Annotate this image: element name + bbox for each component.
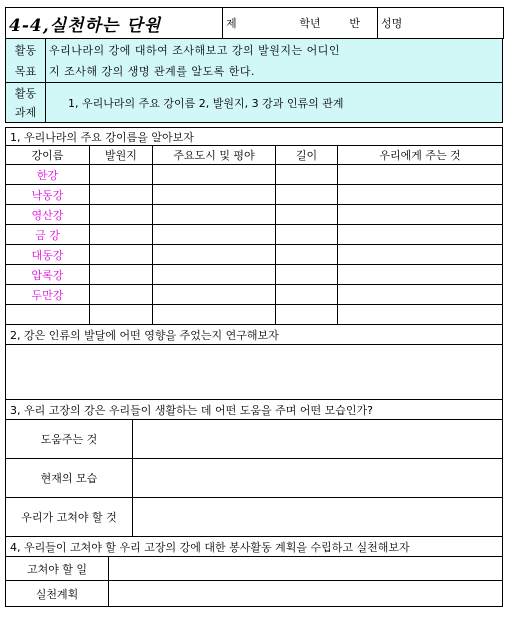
river-name: 금 강 [6, 225, 90, 245]
answer-cell[interactable] [133, 420, 503, 459]
table-cell[interactable] [276, 225, 338, 245]
worksheet-title: 4-4,실천하는 단원 [6, 8, 223, 39]
table-cell[interactable] [90, 285, 153, 305]
table-row [6, 185, 503, 205]
table-cell[interactable] [153, 305, 276, 325]
table-row [6, 285, 503, 305]
table-cell[interactable] [153, 225, 276, 245]
table-cell[interactable] [90, 225, 153, 245]
worksheet-header-table [5, 7, 504, 39]
goal-label-2: 목표 [6, 61, 46, 83]
goal-text-line-1: 우리나라의 강에 대하여 조사해보고 강의 발원지는 어디인 [46, 39, 503, 61]
table-row [6, 225, 503, 245]
river-name: 대동강 [6, 245, 90, 265]
grade-label: 제 [223, 8, 243, 39]
influence-answer-area[interactable] [6, 345, 503, 400]
column-header: 우리에게 주는 것 [338, 146, 503, 165]
column-header: 강이름 [6, 146, 90, 165]
table-cell[interactable] [153, 165, 276, 185]
table-cell[interactable] [338, 165, 503, 185]
answer-cell[interactable] [133, 498, 503, 537]
row-label: 우리가 고쳐야 할 것 [6, 498, 133, 537]
section-3-title: 3, 우리 고장의 강은 우리들이 생활하는 데 어떤 도움을 주며 어떤 모습인가? [6, 400, 503, 420]
river-table [5, 127, 503, 325]
answer-cell[interactable] [109, 581, 503, 607]
row-label: 실천계획 [6, 581, 109, 607]
table-cell[interactable] [153, 265, 276, 285]
section-2-title: 2, 강은 인류의 발달에 어떤 영향을 주었는지 연구해보자 [6, 325, 503, 345]
table-row [6, 459, 503, 498]
table-cell[interactable] [276, 305, 338, 325]
name-label: 성명 [381, 17, 403, 30]
row-label: 고쳐야 할 일 [6, 557, 109, 581]
table-row [6, 205, 503, 225]
table-cell[interactable] [90, 305, 153, 325]
table-cell[interactable] [90, 245, 153, 265]
table-row [6, 420, 503, 459]
river-name: 낙동강 [6, 185, 90, 205]
influence-table [5, 324, 503, 400]
name-field[interactable] [378, 8, 504, 39]
table-cell[interactable] [276, 265, 338, 285]
answer-cell[interactable] [133, 459, 503, 498]
row-label: 도움주는 것 [6, 420, 133, 459]
task-label-1: 활동 [6, 83, 46, 103]
column-header: 발원지 [90, 146, 153, 165]
table-cell[interactable] [338, 225, 503, 245]
table-cell[interactable] [338, 285, 503, 305]
river-name: 영산강 [6, 205, 90, 225]
task-label-2: 과제 [6, 103, 46, 123]
table-cell[interactable] [90, 205, 153, 225]
table-row [6, 557, 503, 581]
table-cell[interactable] [276, 285, 338, 305]
goal-table [5, 38, 503, 123]
table-row [6, 165, 503, 185]
column-header: 주요도시 및 평야 [153, 146, 276, 165]
river-name [6, 305, 90, 325]
river-name: 두만강 [6, 285, 90, 305]
section-1-title: 1, 우리나라의 주요 강이름을 알아보자 [6, 128, 503, 146]
table-cell[interactable] [276, 245, 338, 265]
section-4-title: 4, 우리들이 고쳐야 할 우리 고장의 강에 대한 봉사활동 계획을 수립하고 실천해보자 [6, 537, 503, 557]
table-cell[interactable] [276, 185, 338, 205]
task-text: 1, 우리나라의 주요 강이름 2, 발원지, 3 강과 인류의 관계 [46, 83, 503, 123]
table-row [6, 498, 503, 537]
worksheet [5, 7, 503, 632]
table-cell[interactable] [276, 205, 338, 225]
class-suffix: 반 [333, 8, 378, 39]
table-cell[interactable] [338, 305, 503, 325]
table-row [6, 305, 503, 325]
table-cell[interactable] [153, 185, 276, 205]
column-header: 길이 [276, 146, 338, 165]
table-cell[interactable] [90, 265, 153, 285]
table-row [6, 265, 503, 285]
river-name: 한강 [6, 165, 90, 185]
table-cell[interactable] [276, 165, 338, 185]
grade-field[interactable] [243, 8, 288, 39]
table-cell[interactable] [90, 165, 153, 185]
service-plan-table [5, 536, 503, 607]
table-cell[interactable] [153, 205, 276, 225]
table-cell[interactable] [338, 265, 503, 285]
table-row [6, 245, 503, 265]
table-cell[interactable] [338, 245, 503, 265]
table-cell[interactable] [90, 185, 153, 205]
river-name: 압록강 [6, 265, 90, 285]
goal-label-1: 활동 [6, 39, 46, 61]
table-cell[interactable] [153, 245, 276, 265]
table-cell[interactable] [338, 185, 503, 205]
table-cell[interactable] [338, 205, 503, 225]
grade-suffix: 학년 [288, 8, 333, 39]
goal-text-line-2: 지 조사해 강의 생명 관계를 알도록 한다. [46, 61, 503, 83]
table-row [6, 581, 503, 607]
answer-cell[interactable] [109, 557, 503, 581]
row-label: 현재의 모습 [6, 459, 133, 498]
local-river-table [5, 399, 503, 537]
table-cell[interactable] [153, 285, 276, 305]
